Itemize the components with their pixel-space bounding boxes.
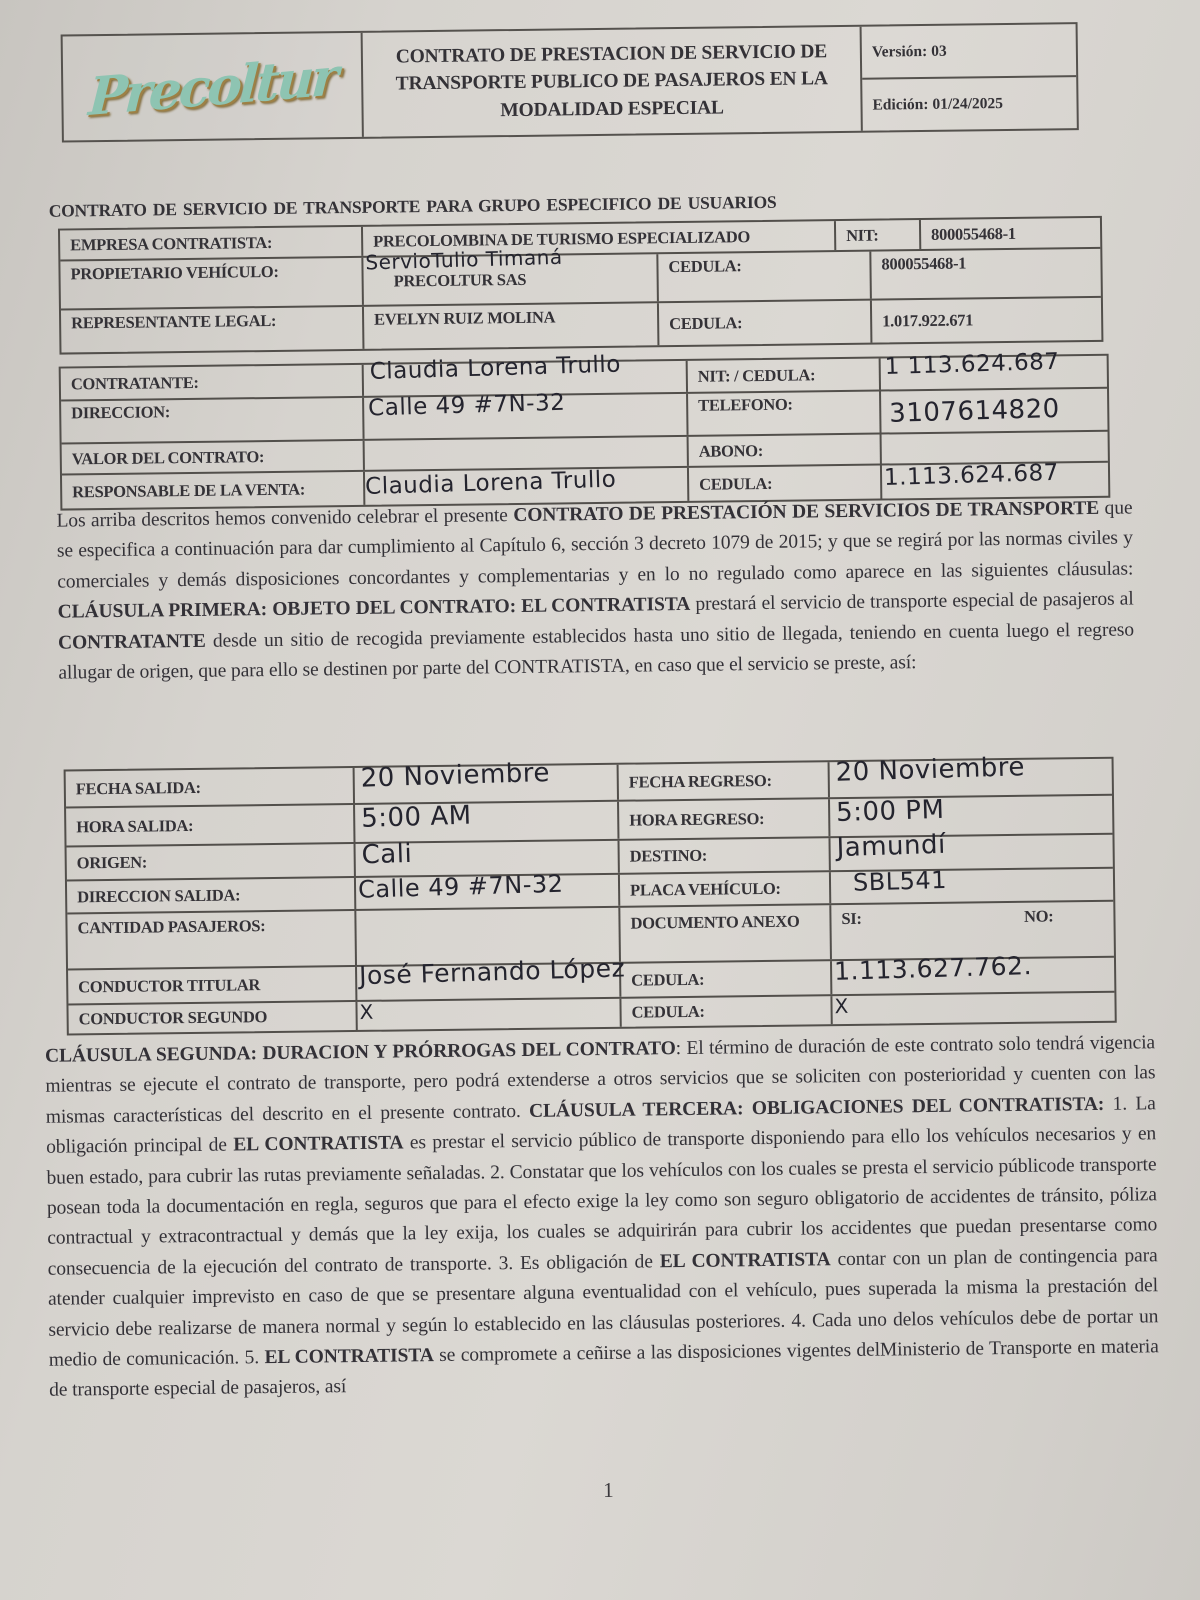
placa-vehiculo-label: PLACA VEHÍCULO: — [620, 872, 831, 906]
representante-cedula-value: 1.017.922.671 — [882, 310, 974, 331]
responsable-cedula-value: 1.113.624.687 — [883, 459, 1060, 492]
telefono-value: 3107614820 — [888, 393, 1061, 429]
hora-salida-value: 5:00 AM — [355, 802, 619, 842]
nit-cedula-label: NIT: / CEDULA: — [688, 359, 881, 392]
abono-label: ABONO: — [689, 435, 882, 466]
conductor-titular-label: CONDUCTOR TITULAR — [68, 967, 357, 1004]
valor-contrato-value — [365, 437, 689, 470]
hora-regreso-value: 5:00 PM — [835, 794, 945, 829]
direccion-salida-label: DIRECCION SALIDA: — [67, 878, 356, 913]
conductor-titular-value: José Fernando López — [357, 964, 621, 1000]
contratante-value: Claudia Lorena Trullo — [364, 361, 688, 396]
propietario-handwritten-value: ServioTulio Timaná — [365, 244, 563, 275]
header-meta-cell — [860, 24, 1077, 131]
section-title: CONTRATO DE SERVICIO DE TRANSPORTE PARA GRUPO ESPECIFICO DE USUARIOS — [48, 191, 777, 221]
intro-paragraph: Los arriba descritos hemos convenido celebrar el presente CONTRATO DE PRESTACIÓN DE SERVICIOS DE TRANSPORTE que se especifica a continuación para dar cumplimiento al Capítulo 6, sección 3 decreto 1079 de 2015; y que se regirá por las normas civiles y comerciales y demás disposiciones concordantes y complementarias y en lo no regulado como aparece en las siguientes cláusulas: CLÁUSULA PRIMERA: OBJETO DEL CONTRATO: EL CONTRATISTA prestará el servicio de transporte especial de pasajeros al CONTRATANTE desde un sitio de recogida previamente establecidos hasta uno sitio de llegada, teniendo en cuenta luego el regreso allugar de origen, que para ello se destinen por parte del CONTRATISTA, en caso que el servicio se preste, así: — [56, 497, 1135, 684]
origen-value: Cali — [356, 841, 620, 876]
logo-cell — [63, 33, 364, 141]
fecha-regreso-value: 20 Noviembre — [835, 752, 1026, 788]
destino-value: Jamundí — [836, 829, 947, 864]
nit-cedula-value: 1 113.624.687 — [884, 348, 1060, 381]
clauses-paragraph: CLÁUSULA SEGUNDA: DURACION Y PRÓRROGAS DEL CONTRATO: El término de duración de este contrato solo tendrá vigencia mientras se ejecute el contrato de transporte, pero podrá extenderse a otros servicios que se soliciten con posterioridad y cuenten con las mismas características del descrito en el presente contrato. CLÁUSULA TERCERA: OBLIGACIONES DEL CONTRATISTA: 1. La obligación principal de EL CONTRATISTA es prestar el servicio público de transporte disponiendo para ello los vehículos necesarios y en buen estado, para cubrir las rutas previamente señaladas. 2. Constatar que los vehículos con los cuales se presta el servicio públicode transporte posean toda la documentación en regla, seguros que para el efecto exige la ley como son seguro obligatorio de accidentes de tránsito, póliza contractual y extracontractual y demás que la ley exija, los cuales se adquirirán para cubrir los accidentes que puedan presentarse como consecuencia de la ejecución del contrato de transporte. 3. Es obligación de EL CONTRATISTA contar con un plan de contingencia para atender cualquier imprevisto en caso de que se presentare alguna eventualidad con el vehículo, pues superada la misma la prestación del servicio debe realizarse de manera normal y según lo establecido en las cláusulas posteriores. 4. Cada uno delos vehículos debe de portar un medio de comunicación. 5. EL CONTRATISTA se compromete a ceñirse a las disposiciones vigentes delMinisterio de Transporte en materia de transporte especial de pasajeros, así — [44, 1032, 1159, 1402]
conductor-titular-cedula-value: 1.113.627.762. — [833, 951, 1033, 986]
fecha-salida-label: FECHA SALIDA: — [66, 768, 355, 807]
direccion-value: Calle 49 #7N-32 — [364, 394, 688, 439]
empresa-contratista-value: PRECOLOMBINA DE TURISMO ESPECIALIZADO — [363, 221, 836, 256]
contratante-label: CONTRATANTE: — [61, 365, 364, 400]
responsable-cedula-label: CEDULA: — [689, 466, 882, 501]
empresa-contratista-label: EMPRESA CONTRATISTA: — [60, 227, 363, 260]
document-title: CONTRATO DE PRESTACION DE SERVICIO DE TRANSPORTE PUBLICO DE PASAJEROS EN LA MODALIDAD ESPECIAL — [395, 41, 828, 121]
responsable-venta-label: RESPONSABLE DE LA VENTA: — [62, 472, 365, 509]
contratista-table — [58, 216, 1103, 355]
version-label: Versión: 03 — [862, 24, 1077, 80]
valor-contrato-label: VALOR DEL CONTRATO: — [62, 441, 365, 474]
trip-details-table — [64, 752, 1117, 1036]
propietario-cedula-label: CEDULA: — [658, 252, 872, 302]
responsable-venta-value: Claudia Lorena Trullo — [365, 468, 689, 505]
origen-label: ORIGEN: — [67, 844, 356, 880]
conductor-titular-cedula-label: CEDULA: — [621, 961, 832, 997]
propietario-cedula-value: 800055468-1 — [881, 253, 967, 274]
representante-cedula-label: CEDULA: — [659, 301, 872, 346]
propietario-vehiculo-label: PROPIETARIO VEHÍCULO: — [60, 258, 364, 309]
no-label: NO: — [1023, 906, 1054, 926]
representante-legal-value: EVELYN RUIZ MOLINA — [364, 303, 659, 349]
documento-anexo-label: DOCUMENTO ANEXO — [620, 905, 832, 962]
header-box — [61, 22, 1079, 142]
abono-value — [882, 432, 1108, 464]
precoltur-logo: Precoltur — [86, 45, 338, 128]
placa-vehiculo-value: SBL541 — [852, 865, 948, 897]
fecha-salida-value: 20 Noviembre — [355, 765, 619, 803]
propietario-vehiculo-value — [363, 244, 659, 305]
edition-label: Edición: 01/24/2025 — [872, 94, 1004, 114]
hora-salida-label: HORA SALIDA: — [66, 805, 355, 846]
hora-regreso-label: HORA REGRESO: — [619, 799, 830, 839]
destino-label: DESTINO: — [619, 838, 830, 873]
nit-label: NIT: — [836, 220, 921, 250]
telefono-label: TELEFONO: — [688, 392, 881, 435]
conductor-segundo-value: X — [357, 999, 621, 1030]
cantidad-pasajeros-label: CANTIDAD PASAJEROS: — [67, 911, 357, 969]
conductor-segundo-cedula-label: CEDULA: — [621, 996, 832, 1027]
direccion-salida-value: Calle 49 #7N-32 — [356, 875, 620, 909]
page-number: 1 — [603, 1477, 614, 1503]
fecha-regreso-label: FECHA REGRESO: — [619, 762, 830, 800]
propietario-printed-value: PRECOLTUR SAS — [393, 269, 527, 291]
conductor-segundo-label: CONDUCTOR SEGUNDO — [68, 1002, 357, 1034]
nit-value: 800055468-1 — [930, 223, 1016, 244]
contratante-table — [59, 348, 1111, 511]
representante-legal-label: REPRESENTANTE LEGAL: — [61, 307, 364, 353]
si-label: SI: — [841, 908, 862, 929]
documento-anexo-si-no-cell — [831, 902, 1114, 959]
conductor-segundo-cedula-value: X — [834, 993, 850, 1019]
direccion-label: DIRECCION: — [61, 398, 364, 443]
